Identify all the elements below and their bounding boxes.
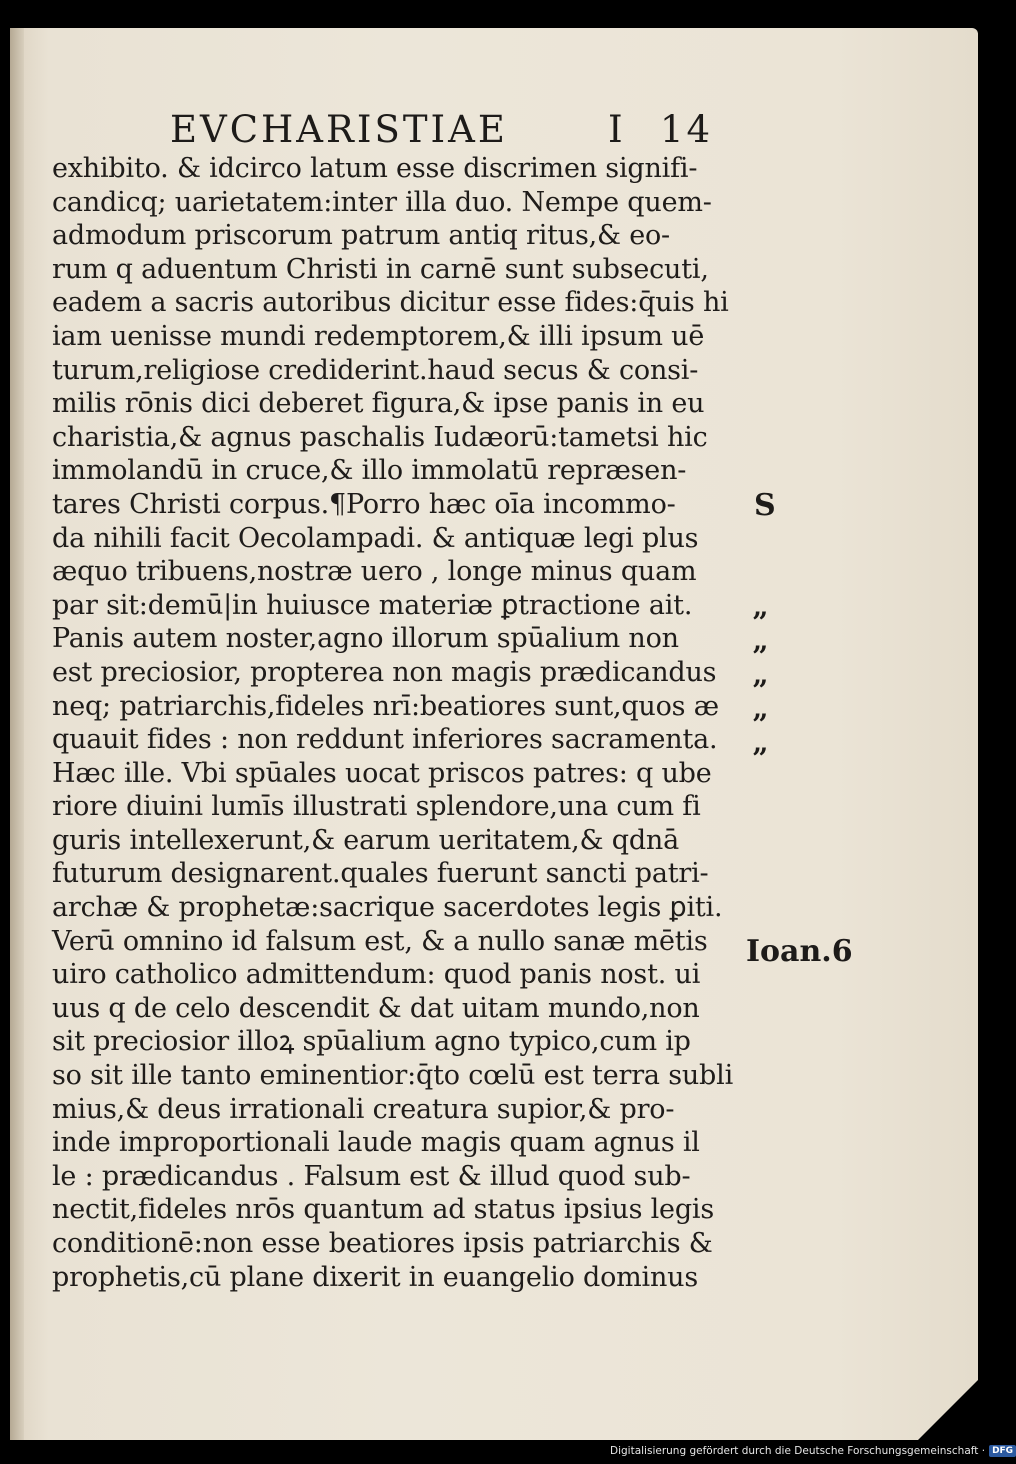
text-line: admodum priscorum patrum antiq ritus,& eo- <box>52 220 670 252</box>
text-line: turum,religiose crediderint.haud secus & consi- <box>52 354 699 386</box>
text-line: tares Christi corpus.¶Porro hæc oīa incommo- <box>52 488 676 520</box>
text-line: est preciosior, propterea non magis prædicandus <box>52 656 717 688</box>
text-line: uiro catholico admittendum: quod panis nost. ui <box>52 959 701 991</box>
text-line: charistia,& agnus paschalis Iudæorū:tametsi hic <box>52 421 708 453</box>
text-line: candicq; uarietatem:inter illa duo. Nempe quem- <box>52 186 712 218</box>
text-line: Verū omnino id falsum est, & a nullo sanæ mētis <box>52 925 708 957</box>
text-line: Hæc ille. Vbi spūales uocat priscos patres: q ube <box>52 757 712 789</box>
text-line: sit preciosior illoꝝ spūalium agno typico,cum ip <box>52 1026 691 1058</box>
running-head-title: EVCHARISTIAE <box>170 108 508 151</box>
folio-number: 14 <box>660 108 714 151</box>
text-line: archæ & prophetæ:sacrique sacerdotes legis ꝑiti. <box>52 892 723 924</box>
dfg-logo: DFG <box>989 1445 1016 1457</box>
text-line: nectit,fideles nrōs quantum ad status ipsius legis <box>52 1194 714 1226</box>
text-line: prophetis,cū plane dixerit in euangelio dominus <box>52 1261 699 1293</box>
text-line: da nihili facit Oecolampadi. & antiquæ legi plus <box>52 522 699 554</box>
text-line: æquo tribuens,nostræ uero , longe minus quam <box>52 556 697 588</box>
page-gutter-shadow <box>10 28 24 1440</box>
text-line: guris intellexerunt,& earum ueritatem,& qdnā <box>52 824 679 856</box>
text-line: inde improportionali laude magis quam agnus il <box>52 1127 700 1159</box>
text-line: futurum designarent.quales fuerunt sancti patri- <box>52 858 709 890</box>
margin-quote-mark: ” <box>752 606 769 639</box>
text-line: neq; patriarchis,fideles nrī:beatiores sunt,quos æ <box>52 690 719 722</box>
page-corner <box>918 1380 978 1440</box>
margin-reference: Ioan.6 <box>746 934 853 969</box>
text-line: mius,& deus irrationali creatura supior,& pro- <box>52 1093 675 1125</box>
text-line: uus q de celo descendit & dat uitam mundo,non <box>52 992 700 1024</box>
funding-credit: Digitalisierung gefördert durch die Deutsche Forschungsgemeinschaft · <box>610 1445 986 1457</box>
text-line: iam uenisse mundi redemptorem,& illi ipsum uē <box>52 320 705 352</box>
digitization-footer <box>610 1445 1014 1461</box>
running-head <box>170 108 750 158</box>
body-text <box>52 152 742 1294</box>
text-line: milis rōnis dici deberet figura,& ipse panis in eu <box>52 388 705 420</box>
margin-section-mark: S <box>754 488 776 523</box>
margin-quote-mark: ” <box>752 708 769 741</box>
text-line: par sit:demū|in huiusce materiæ ꝑtractione ait. <box>52 589 693 621</box>
text-line: le : prædicandus . Falsum est & illud quod sub- <box>52 1160 691 1192</box>
text-line: conditionē:non esse beatiores ipsis patriarchis & <box>52 1228 713 1259</box>
text-line: so sit ille tanto eminentior:q̄to cœlū est terra subli <box>52 1060 734 1092</box>
text-line: eadem a sacris autoribus dicitur esse fides:q̄uis hi <box>52 287 729 319</box>
text-line: riore diuini lumīs illustrati splendore,una cum fi <box>52 791 701 823</box>
text-line: rum q aduentum Christi in carnē sunt subsecuti, <box>52 253 709 285</box>
margin-quote-mark: ” <box>752 640 769 673</box>
text-line: Panis autem noster,agno illorum spūalium non <box>52 623 679 655</box>
margin-quote-mark: ” <box>752 674 769 707</box>
margin-quote-mark: ” <box>752 742 769 775</box>
text-line: quauit fides : non reddunt inferiores sacramenta. <box>52 724 718 756</box>
text-line: exhibito. & idcirco latum esse discrimen signifi- <box>52 153 698 184</box>
leaf-signature: I <box>608 108 626 151</box>
text-line: immolandū in cruce,& illo immolatū repræsen- <box>52 455 687 487</box>
